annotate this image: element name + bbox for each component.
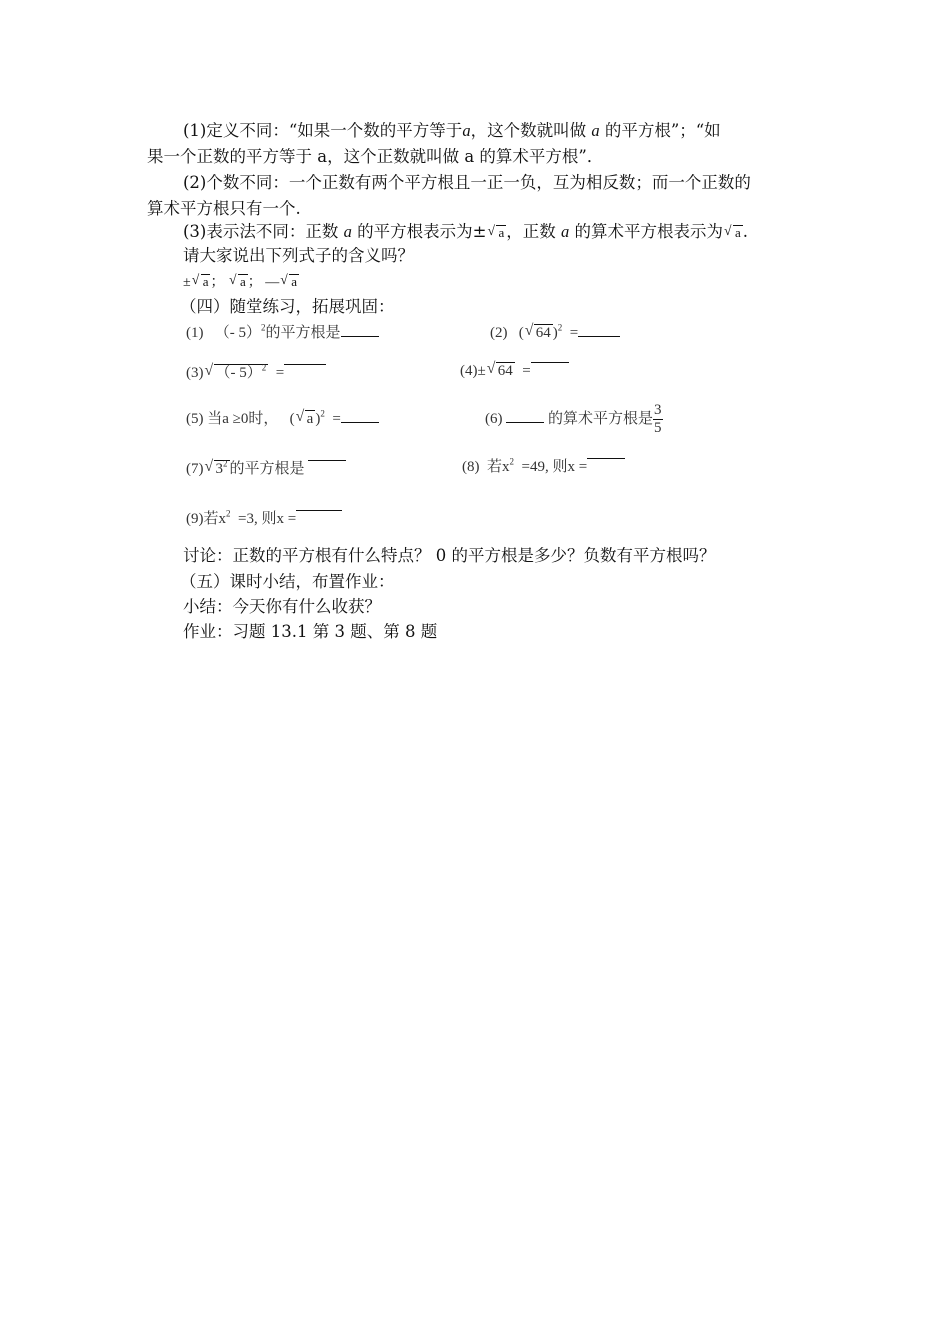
item-1-text-b: ，这个数就叫做 [470, 121, 587, 140]
exercise-label: (7) [186, 461, 204, 477]
equals-sign: = [275, 365, 285, 381]
exercise-text: =3, 则x = [238, 511, 297, 527]
exercise-label: (2) [490, 325, 508, 341]
plus-minus-sign: ± [183, 275, 191, 290]
item-3-text-b: 的平方根表示为± [357, 222, 487, 241]
exercise-8 [462, 456, 625, 478]
item-2-line-2: 算术平方根只有一个. [147, 199, 301, 218]
exponent: 2 [557, 322, 563, 333]
item-1-text-a: (1)定义不同：“如果一个数的平方等于 [183, 121, 463, 140]
ask-line: 请大家说出下列式子的含义吗？ [183, 246, 414, 265]
exercise-label: (4) [460, 363, 478, 379]
sqrt-expression: √ （- 5）$^2$ [205, 362, 269, 384]
exercise-label: (6) [485, 410, 503, 427]
exercise-text: 的算术平方根是 [548, 410, 654, 427]
item-3-line [183, 221, 748, 244]
section-4-heading: （四）随堂练习，拓展巩固： [180, 297, 395, 316]
item-1-text-c: 的平方根”；“如 [604, 121, 721, 140]
exercise-9 [186, 508, 342, 530]
var-a: a [462, 121, 471, 140]
fraction: $\frac{3}{5}$ [654, 402, 662, 436]
item-1-line-1 [183, 120, 721, 142]
exercise-label: (3) [186, 365, 204, 381]
homework-line: 作业：习题 13.1 第 3 题、第 8 题 [183, 622, 438, 641]
item-3-text-a: (3)表示法不同：正数 [183, 222, 339, 241]
item-1-line-2: 果一个正数的平方等于 a，这个正数就叫做 a 的算术平方根”． [147, 147, 604, 166]
exercise-text: 的平方根是 [265, 325, 341, 341]
exercise-6 [485, 402, 663, 437]
item-3-text-d: 的算术平方根表示为 [574, 222, 723, 241]
sqrt-expression: √ a [296, 408, 316, 430]
separator: ； [210, 275, 225, 290]
expression: （- 5） [214, 325, 261, 341]
exercise-1 [186, 322, 379, 344]
exercise-label: (1) [186, 325, 204, 341]
exercise-4 [460, 360, 569, 382]
sqrt-a: √ a [487, 222, 506, 244]
exercise-label: (8) [462, 459, 480, 475]
exercise-text: 的平方根是 [229, 461, 305, 477]
answer-blank [531, 362, 569, 363]
section-5-heading: （五）课时小结，布置作业： [180, 572, 395, 591]
sqrt-a: √ a [192, 271, 211, 293]
answer-blank [296, 510, 342, 511]
sqrt-expression: √ 64 [487, 360, 515, 382]
var-a: a [591, 121, 600, 140]
symbols-line [183, 271, 299, 294]
exercise-text: =49, 则x = [521, 459, 588, 475]
sqrt-a: √ a [280, 271, 299, 293]
negative-sign: — [265, 275, 280, 290]
answer-blank [284, 364, 326, 365]
exercise-7 [186, 458, 346, 480]
exercise-5: (5) 当a ≥0时， (√ a )$^2$ = [186, 408, 379, 430]
answer-blank [308, 460, 346, 461]
sqrt-a: √ a [724, 222, 743, 244]
separator: ； [247, 275, 262, 290]
exercise-label: (5) [186, 411, 204, 427]
answer-blank [587, 458, 625, 459]
sqrt-expression: √ 64 [525, 322, 553, 344]
sqrt-a: √ a [229, 271, 248, 293]
exponent: 2 [226, 508, 231, 519]
answer-blank [506, 422, 544, 423]
equals-sign: = [522, 363, 531, 379]
answer-blank [341, 336, 379, 337]
exponent: 2 [320, 408, 325, 419]
discussion-line: 讨论：正数的平方根有什么特点？ 0 的平方根是多少？负数有平方根吗？ [183, 546, 716, 565]
var-a: a [343, 222, 352, 241]
item-3-text-e: . [742, 222, 749, 241]
condition-text: 当a ≥0时， [207, 411, 279, 427]
exercise-text: 若x [487, 459, 510, 475]
equals-sign: = [332, 411, 341, 427]
exponent: 2 [261, 322, 266, 333]
item-2-line-1: (2)个数不同：一个正数有两个平方根且一正一负，互为相反数；而一个正数的 [183, 173, 751, 192]
exercise-3 [186, 362, 326, 384]
exercise-2: (2) (√ 64 )$^2$ = [490, 322, 620, 344]
sqrt-expression: √ $3^2$ [205, 458, 230, 480]
plus-minus-sign: ± [477, 363, 486, 379]
answer-blank [578, 336, 620, 337]
var-a: a [560, 222, 570, 241]
equals-sign: = [569, 325, 579, 341]
exercise-label: (9) [186, 511, 204, 527]
answer-blank [341, 422, 379, 423]
item-3-text-c: ，正数 [506, 222, 556, 241]
exercise-text: 若x [203, 511, 227, 527]
exponent: 2 [509, 456, 515, 467]
summary-line: 小结：今天你有什么收获？ [183, 597, 381, 616]
